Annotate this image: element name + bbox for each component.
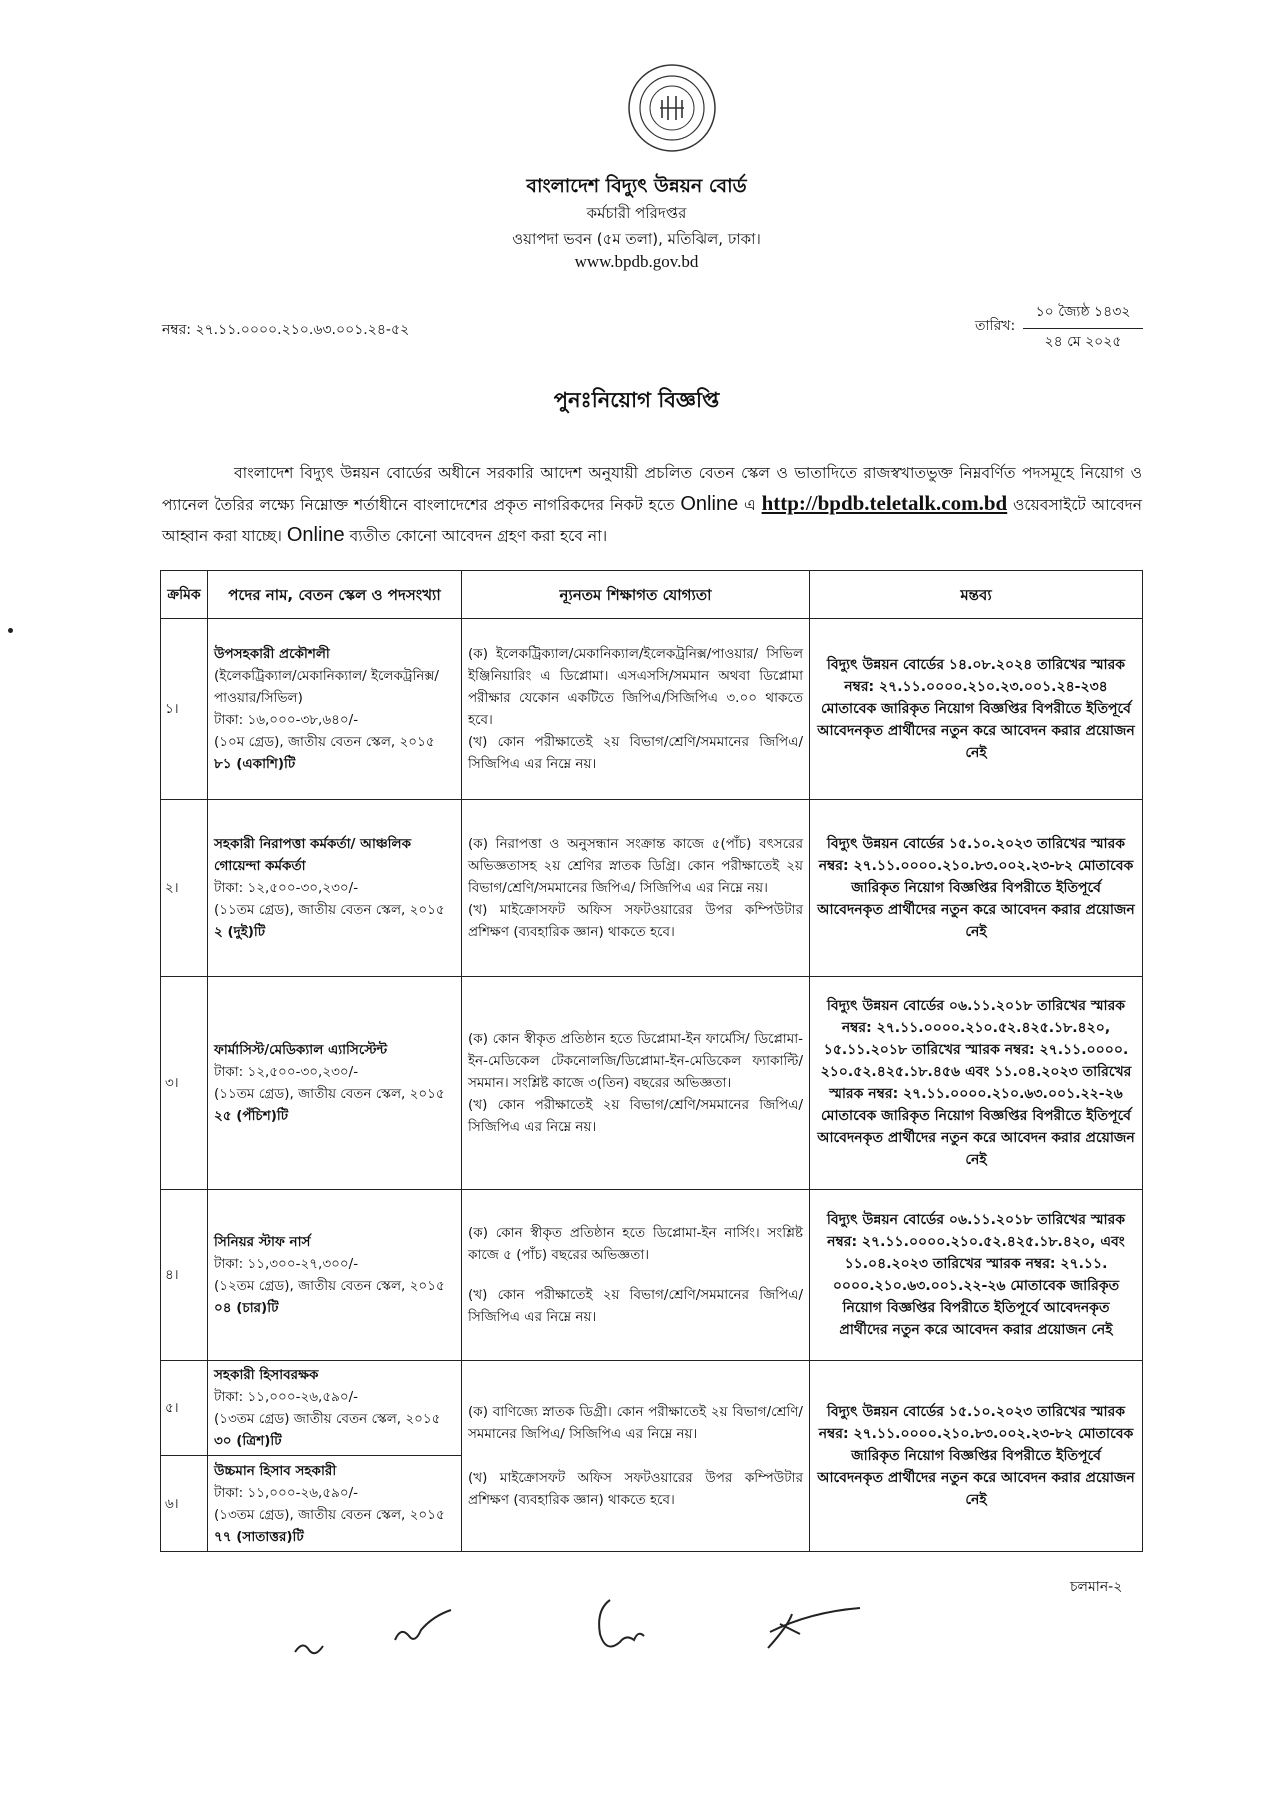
post-cell <box>208 1456 462 1552</box>
notice-title: পুনঃনিয়োগ বিজ্ঞপ্তি <box>553 388 720 412</box>
scan-mark <box>8 628 13 633</box>
date-label: তারিখ: <box>975 318 1016 334</box>
table-row <box>161 1361 1143 1456</box>
post-name: উপসহকারী প্রকৌশলী <box>214 646 330 662</box>
grade: (১২তম গ্রেড), জাতীয় বেতন স্কেল, ২০১৫ <box>214 1278 445 1294</box>
post-cell <box>208 1190 462 1361</box>
serial-cell: ৩। <box>161 977 208 1190</box>
qualification-cell <box>462 977 810 1190</box>
qualification-b: (খ) কোন পরীক্ষাতেই ২য় বিভাগ/শ্রেণি/সমমানের জিপিএ/ সিজিপিএ এর নিম্নে নয়। <box>468 1097 803 1135</box>
table-row <box>161 977 1143 1190</box>
qualification-b: (খ) মাইক্রোসফট অফিস সফটওয়ারের উপর কম্পিউটার প্রশিক্ষণ (ব্যবহারিক জ্ঞান) থাকতে হবে। <box>468 902 803 940</box>
post-name: উচ্চমান হিসাব সহকারী <box>214 1462 337 1479</box>
table-header-row <box>161 571 1143 619</box>
post-count: ২৫ (পঁচিশ)টি <box>214 1108 289 1124</box>
grade: (১১তম গ্রেড), জাতীয় বেতন স্কেল, ২০১৫ <box>214 902 445 918</box>
qualification-b: (খ) মাইক্রোসফট অফিস সফটওয়ারের উপর কম্পিউটার প্রশিক্ষণ (ব্যবহারিক জ্ঞান) থাকতে হবে। <box>468 1470 803 1508</box>
online-text-1: Online <box>680 493 739 515</box>
pay-scale: টাকা: ১১,৩০০-২৭,৩০০/- <box>214 1256 359 1272</box>
website-link[interactable]: www.bpdb.gov.bd <box>574 252 699 271</box>
office-address: ওয়াপদা ভবন (৫ম তলা), মতিঝিল, ঢাকা। <box>512 230 761 248</box>
remark-cell: বিদ্যুৎ উন্নয়ন বোর্ডের ০৬.১১.২০১৮ তারিখের স্মারক নম্বর: ২৭.১১.০০০০.২১০.৫২.৪২৫.১৮.৪২০, ১৫.১১.২০১৮ তারিখের স্মারক নম্বর: ২৭.১১.০০০০. ২১০.৫২.৪২৫.১৮.৪৫৬ এবং ১১.০৪.২০২৩ তারিখের স্মারক নম্বর: ২৭.১১.০০০০.২১০.৬৩.০০১.২২-২৬ মোতাবেক জারিকৃত নিয়োগ বিজ্ঞপ্তির বিপরীতে ইতিপূর্বে আবেদনকৃত প্রার্থীদের নতুন করে আবেদন করার প্রয়োজন নেই <box>810 977 1143 1190</box>
serial-cell: ৬। <box>161 1456 208 1552</box>
header-serial: ক্রমিক <box>161 571 208 619</box>
serial-cell: ২। <box>161 800 208 977</box>
header-qualification: ন্যূনতম শিক্ষাগত যোগ্যতা <box>462 571 810 619</box>
qualification-cell <box>462 1190 810 1361</box>
post-count: ০৪ (চার)টি <box>214 1300 279 1316</box>
qualification-b: (খ) কোন পরীক্ষাতেই ২য় বিভাগ/শ্রেণি/সমমানের জিপিএ/ সিজিপিএ এর নিম্নে নয়। <box>468 1287 803 1325</box>
post-cell <box>208 977 462 1190</box>
grade: (১১তম গ্রেড), জাতীয় বেতন স্কেল, ২০১৫ <box>214 1086 445 1102</box>
qualification-a: (ক) বাণিজ্যে স্নাতক ডিগ্রী। কোন পরীক্ষাতেই ২য় বিভাগ/শ্রেণি/সমমানের জিপিএ/ সিজিপিএ এর নিম্নে নয়। <box>468 1404 803 1442</box>
header-post: পদের নাম, বেতন স্কেল ও পদসংখ্যা <box>208 571 462 619</box>
header-remark: মন্তব্য <box>810 571 1143 619</box>
post-subtitle: (ইলেকট্রিক্যাল/মেকানিক্যাল/ ইলেকট্রনিক্স/পাওয়ার/সিভিল) <box>214 668 439 706</box>
remark-cell: বিদ্যুৎ উন্নয়ন বোর্ডের ১৫.১০.২০২৩ তারিখের স্মারক নম্বর: ২৭.১১.০০০০.২১০.৮৩.০০২.২৩-৮২ মোতাবেক জারিকৃত নিয়োগ বিজ্ঞপ্তির বিপরীতে ইতিপূর্বে আবেদনকৃত প্রার্থীদের নতুন করে আবেদন করার প্রয়োজন নেই <box>810 800 1143 977</box>
date-bangla: ১০ জ্যৈষ্ঠ ১৪৩২ <box>1023 300 1143 329</box>
serial-cell: ১। <box>161 619 208 800</box>
post-cell <box>208 619 462 800</box>
post-count: ৩০ (ত্রিশ)টি <box>214 1433 282 1449</box>
post-name: সহকারী হিসাবরক্ষক <box>214 1367 319 1383</box>
post-count: ৮১ (একাশি)টি <box>214 756 296 772</box>
post-name: সহকারী নিরাপত্তা কর্মকর্তা/ আঞ্চলিক গোয়েন্দা কর্মকর্তা <box>214 836 412 874</box>
grade: (১০ম গ্রেড), জাতীয় বেতন স্কেল, ২০১৫ <box>214 734 435 750</box>
post-name: সিনিয়র স্টাফ নার্স <box>214 1234 311 1250</box>
teletalk-link[interactable]: http://bpdb.teletalk.com.bd <box>761 491 1008 515</box>
qualification-a: (ক) কোন স্বীকৃত প্রতিষ্ঠান হতে ডিপ্লোমা-ইন ফার্মেসি/ ডিপ্লোমা-ইন-মেডিকেল টেকনোলজি/ডিপ্লোমা-ইন-মেডিকেল ফ্যাকাল্টি/সমমান। সংশ্লিষ্ট কাজে ৩(তিন) বছরের অভিজ্ঞতা। <box>468 1031 803 1091</box>
pay-scale: টাকা: ১৬,০০০-৩৮,৬৪০/- <box>214 712 359 728</box>
memo-number: নম্বর: ২৭.১১.০০০০.২১০.৬৩.০০১.২৪-৫২ <box>162 322 410 338</box>
remark-cell: বিদ্যুৎ উন্নয়ন বোর্ডের ০৬.১১.২০১৮ তারিখের স্মারক নম্বর: ২৭.১১.০০০০.২১০.৫২.৪২৫.১৮.৪২০, এবং ১১.০৪.২০২৩ তারিখের স্মারক নম্বর: ২৭.১১. ০০০০.২১০.৬৩.০০১.২২-২৬ মোতাবেক জারিকৃত নিয়োগ বিজ্ঞপ্তির বিপরীতে ইতিপূর্বে আবেদনকৃত প্রার্থীদের নতুন করে আবেদন করার প্রয়োজন নেই <box>810 1190 1143 1361</box>
post-cell <box>208 800 462 977</box>
table-row <box>161 1190 1143 1361</box>
table-row <box>161 619 1143 800</box>
qualification-b: (খ) কোন পরীক্ষাতেই ২য় বিভাগ/শ্রেণি/সমমানের জিপিএ/ সিজিপিএ এর নিম্নে নয়। <box>468 734 803 772</box>
qualification-a: (ক) ইলেকট্রিক্যাল/মেকানিক্যাল/ইলেকট্রনিক্স/পাওয়ার/ সিভিল ইঞ্জিনিয়ারিং এ ডিপ্লোমা। এসএসসি/সমমান অথবা ডিপ্লোমা পরীক্ষার যেকোন একটিতে জিপিএ/সিজিপিএ ৩.০০ থাকতে হবে। <box>468 646 803 728</box>
intro-text-3: ওয়েবসাইটে আবেদন আহ্বান করা যাচ্ছে। <box>162 496 1142 545</box>
pay-scale: টাকা: ১১,০০০-২৬,৫৯০/- <box>214 1484 359 1501</box>
serial-cell: ৪। <box>161 1190 208 1361</box>
qualification-a: (ক) নিরাপত্তা ও অনুসন্ধান সংক্রান্ত কাজে ৫(পাঁচ) বৎসরের অভিজ্ঞতাসহ ২য় শ্রেণির স্নাতক ডিগ্রি। কোন পরীক্ষাতেই ২য় বিভাগ/শ্রেণি/সমমানের জিপিএ/ সিজিপিএ এর নিম্নে নয়। <box>468 836 803 896</box>
post-cell <box>208 1361 462 1456</box>
post-count: ৭৭ (সাতাত্তর)টি <box>214 1528 304 1545</box>
pay-scale: টাকা: ১১,০০০-২৬,৫৯০/- <box>214 1389 359 1405</box>
post-count: ২ (দুই)টি <box>214 924 266 940</box>
pay-scale: টাকা: ১২,৫০০-৩০,২৩০/- <box>214 1064 359 1080</box>
remark-cell: বিদ্যুৎ উন্নয়ন বোর্ডের ১৫.১০.২০২৩ তারিখের স্মারক নম্বর: ২৭.১১.০০০০.২১০.৮৩.০০২.২৩-৮২ মোতাবেক জারিকৃত নিয়োগ বিজ্ঞপ্তির বিপরীতে ইতিপূর্বে আবেদনকৃত প্রার্থীদের নতুন করে আবেদন করার প্রয়োজন নেই <box>810 1361 1143 1552</box>
remark-cell: বিদ্যুৎ উন্নয়ন বোর্ডের ১৪.০৮.২০২৪ তারিখের স্মারক নম্বর: ২৭.১১.০০০০.২১০.২৩.০০১.২৪-২৩৪ মোতাবেক জারিকৃত নিয়োগ বিজ্ঞপ্তির বিপরীতে ইতিপূর্বে আবেদনকৃত প্রার্থীদের নতুন করে আবেদন করার প্রয়োজন নেই <box>810 619 1143 800</box>
vacancy-table <box>160 570 1143 1552</box>
department-name: কর্মচারী পরিদপ্তর <box>586 204 687 222</box>
qualification-cell <box>462 1361 810 1552</box>
date-english: ২৪ মে ২০২৫ <box>1044 334 1122 350</box>
organization-name: বাংলাদেশ বিদ্যুৎ উন্নয়ন বোর্ড <box>526 175 747 197</box>
pay-scale: টাকা: ১২,৫০০-৩০,২৩০/- <box>214 880 359 896</box>
grade: (১৩তম গ্রেড), জাতীয় বেতন স্কেল, ২০১৫ <box>214 1506 445 1523</box>
signatures <box>280 1580 880 1670</box>
bpdb-seal-logo <box>626 62 718 154</box>
qualification-a: (ক) কোন স্বীকৃত প্রতিষ্ঠান হতে ডিপ্লোমা-ইন নার্সিং। সংশ্লিষ্ট কাজে ৫ (পাঁচ) বছরের অভিজ্ঞতা। <box>468 1225 803 1263</box>
qualification-cell <box>462 619 810 800</box>
intro-text-2: এ <box>743 496 756 514</box>
intro-text-1: বাংলাদেশ বিদ্যুৎ উন্নয়ন বোর্ডের অধীনে সরকারি আদেশ অনুযায়ী প্রচলিত বেতন স্কেল ও ভাতাদিতে রাজস্বখাতভুক্ত নিম্নবর্ণিত পদসমূহে নিয়োগ ও প্যানেল তৈরির লক্ষ্যে নিম্নোক্ত শর্তাধীনে বাংলাদেশের প্রকৃত নাগরিকদের নিকট হতে <box>162 464 1142 514</box>
post-name: ফার্মাসিস্ট/মেডিক্যাল এ্যাসিস্টেন্ট <box>214 1042 388 1058</box>
online-text-2: Online <box>286 524 345 546</box>
continued-label: চলমান-২ <box>1070 1579 1123 1595</box>
serial-cell: ৫। <box>161 1361 208 1456</box>
table-row <box>161 800 1143 977</box>
grade: (১৩তম গ্রেড) জাতীয় বেতন স্কেল, ২০১৫ <box>214 1411 441 1427</box>
qualification-cell <box>462 800 810 977</box>
intro-paragraph <box>162 458 1142 551</box>
intro-text-4: ব্যতীত কোনো আবেদন গ্রহণ করা হবে না। <box>349 527 608 545</box>
